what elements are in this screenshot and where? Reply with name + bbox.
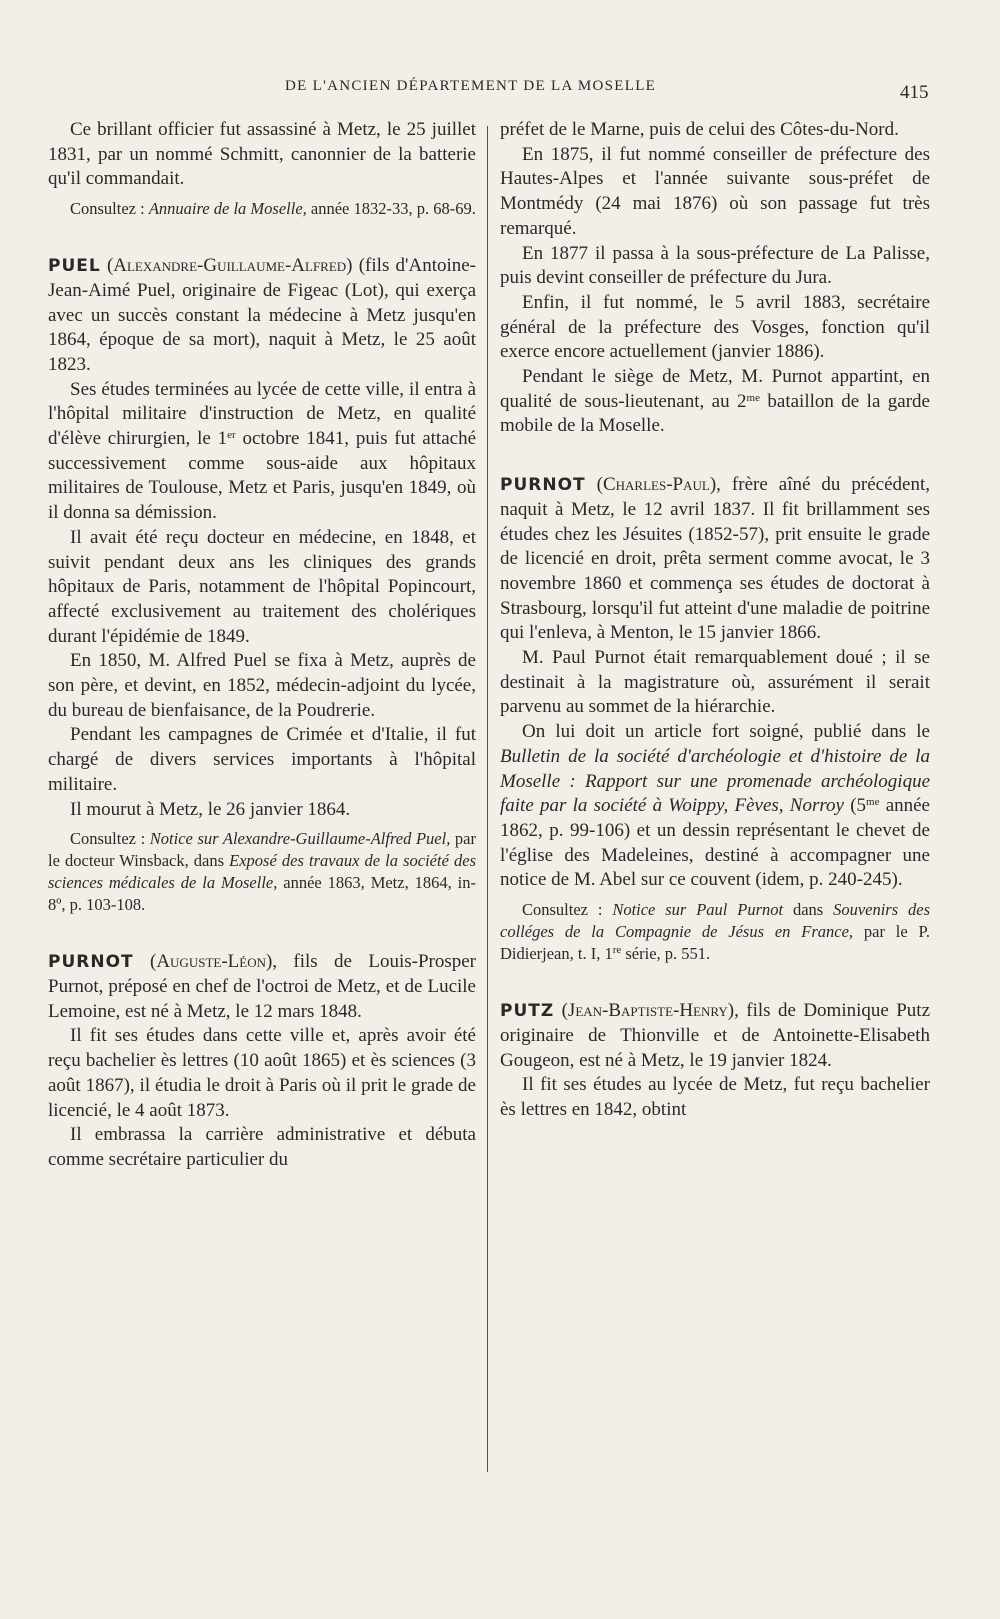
- paragraph: Il mourut à Metz, le 26 janvier 1864.: [70, 798, 351, 820]
- entry-purnot-auguste: [48, 950, 476, 1024]
- paragraph: En 1850, M. Alfred Puel se fixa à Metz, auprès de son père, et devint, en 1852, médecin-adjoint du lycée, du bureau de bienfaisance, de la Poudrerie.: [48, 650, 476, 721]
- entry-given-names: (Auguste-Léon),: [150, 951, 278, 973]
- entry-name: PUEL: [48, 256, 101, 277]
- entry-name: PURNOT: [500, 475, 586, 496]
- column-divider: [487, 126, 488, 1472]
- paragraph-text: Pendant le siège de Metz, M. Purnot appartint, en qualité de sous-lieutenant, au 2: [500, 366, 930, 412]
- entry-given-names: (Alexandre-Guillaume-Alfred): [106, 255, 353, 277]
- ref-title: Notice sur Alexandre-Guillaume-Alfred Puel,: [149, 829, 451, 849]
- paragraph-text: Ses études terminées au lycée de cette ville, il entra à l'hôpital militaire d'instruction de Metz, en qualité d'élève chirurgien, le 1: [48, 378, 476, 450]
- ref-text: par le docteur Winsback, dans: [48, 829, 477, 871]
- paragraph: Il avait été reçu docteur en médecine, en 1848, et suivit pendant deux ans les cliniques des grands hôpitaux de Paris, notamment de l'hôpital Popincourt, affecté exclusivement au traitement des cholériques durant l'épidémie de 1849.: [48, 526, 476, 647]
- paragraph: Il embrassa la carrière administrative et débuta comme secrétaire particulier du: [48, 1124, 476, 1170]
- intro-reference: [48, 198, 476, 220]
- puel-reference: [48, 828, 476, 916]
- entry-text: frère aîné du précédent, naquit à Metz, le 12 avril 1837. Il fit brillamment ses études chez les Jésuites (1852-57), prit ensuite le grade de licencié en droit, prêta serment comme avocat, le 3 novembre 1860 et commença ses études de doctorat à Strasbourg, lorsqu'il fut atteint d'une maladie de poitrine qui l'enleva, à Menton, le 15 janvier 1866.: [500, 474, 930, 644]
- paragraph: Pendant les campagnes de Crimée et d'Italie, il fut chargé de divers services importants à l'hôpital militaire.: [48, 724, 476, 795]
- intro-paragraph: [48, 118, 476, 192]
- superscript: me: [866, 796, 880, 809]
- paragraph: Il fit ses études dans cette ville et, après avoir été reçu bachelier ès lettres (10 août 1865) et ès sciences (3 août 1867), il étudia le droit à Paris où il prit le grade de licencié, le 4 août 1873.: [48, 1025, 476, 1121]
- ref-rest: par le P. Didierjean, t. I, 1: [500, 922, 930, 964]
- paragraph: préfet de le Marne, puis de celui des Côtes-du-Nord.: [500, 119, 899, 140]
- entry-putz: [500, 999, 930, 1073]
- page-number: 415: [900, 82, 929, 103]
- entry-given-names: (Charles-Paul),: [596, 474, 721, 496]
- ref-title: Exposé des travaux de la société des sciences médicales de la Moselle,: [48, 851, 476, 893]
- intro-text: Ce brillant officier fut assassiné à Metz, le 25 juillet 1831, par un nommé Schmitt, canonnier de la batterie qu'il commandait.: [48, 119, 476, 190]
- paragraph-text: On lui doit un article fort soigné, publié dans le: [522, 721, 930, 743]
- superscript: er: [227, 429, 236, 442]
- entry-text: (fils d'Antoine-Jean-Aimé Puel, originaire de Figeac (Lot), qui exerça avec un succès constant la médecine à Metz jusqu'en 1864, époque de sa mort), naquit à Metz, le 25 août 1823.: [48, 255, 477, 375]
- ref-rest: série, p. 551.: [621, 944, 711, 964]
- ref-lead: Consultez :: [70, 199, 149, 219]
- paragraph-text: octobre 1841, puis fut attaché successivement comme sous-aide aux hôpitaux militaires de Toulouse, Metz et Paris, jusqu'en 1849, où il donna sa démission.: [48, 428, 476, 524]
- paragraph-text: année 1862, p. 99-106) et un dessin représentant le chevet de l'église des Madeleines, destiné à accompagner une notice de M. Abel sur ce couvent (idem, p. 240-245).: [500, 795, 930, 891]
- entry-text: fils de Dominique Putz originaire de Thionville et de Antoinette-Elisabeth Gougeon, est né à Metz, le 19 janvier 1824.: [500, 1000, 931, 1071]
- paragraph: M. Paul Purnot était remarquablement doué ; il se destinait à la magistrature où, assurément il serait parvenu au sommet de la hiérarchie.: [500, 647, 930, 718]
- ref-lead: Consultez :: [70, 829, 150, 849]
- purnot-charles-reference: [500, 899, 930, 965]
- ref-title: Notice sur Paul Purnot: [612, 900, 784, 920]
- ref-text: dans: [783, 900, 834, 920]
- superscript: me: [746, 391, 760, 404]
- left-column: [48, 118, 476, 1173]
- paragraph: [500, 365, 930, 439]
- paragraph: En 1877 il passa à la sous-préfecture de La Palisse, puis devint conseiller de préfecture du Jura.: [500, 242, 930, 289]
- paragraph: Il fit ses études au lycée de Metz, fut reçu bachelier ès lettres en 1842, obtint: [500, 1074, 930, 1120]
- ref-rest: année 1863, Metz, 1864, in-8º, p. 103-108.: [48, 873, 476, 915]
- ref-lead: Consultez :: [522, 900, 613, 920]
- paragraph: En 1875, il fut nommé conseiller de préfecture des Hautes-Alpes et l'année suivante sous-préfet de Montmédy (24 mai 1876) où son passage fut très remarqué.: [500, 143, 930, 239]
- paragraph: Enfin, il fut nommé, le 5 avril 1883, secrétaire général de la préfecture des Vosges, fonction qu'il exerce encore actuellement (janvier 1886).: [500, 291, 930, 363]
- paragraph-text: bataillon de la garde mobile de la Moselle.: [500, 390, 930, 437]
- cited-title: Bulletin de la société d'archéologie et d'histoire de la Moselle : Rapport sur une promenade archéologique faite par la société à Woippy, Fèves, Norroy: [500, 745, 930, 817]
- entry-purnot-charles: [500, 473, 930, 646]
- entry-text: fils de Louis-Prosper Purnot, préposé en chef de l'octroi de Metz, et de Lucile Lemoine, est né à Metz, le 12 mars 1848.: [48, 951, 476, 1022]
- right-column: [500, 118, 930, 1123]
- ref-title: Annuaire de la Moselle,: [148, 199, 307, 219]
- running-title: DE L'ANCIEN DÉPARTEMENT DE LA MOSELLE: [285, 78, 657, 94]
- entry-given-names: (Jean-Baptiste-Henry),: [561, 1000, 739, 1022]
- ref-rest: année 1832-33, p. 68-69.: [306, 199, 476, 219]
- entry-name: PURNOT: [48, 952, 134, 973]
- entry-puel: [48, 254, 476, 378]
- paragraph: [48, 378, 476, 526]
- paragraph-text: (5: [843, 795, 867, 817]
- paragraph: [500, 720, 930, 893]
- entry-name: PUTZ: [500, 1001, 555, 1022]
- ref-title: Souvenirs des colléges de la Compagnie de Jésus en France,: [500, 900, 930, 942]
- superscript: re: [612, 944, 622, 957]
